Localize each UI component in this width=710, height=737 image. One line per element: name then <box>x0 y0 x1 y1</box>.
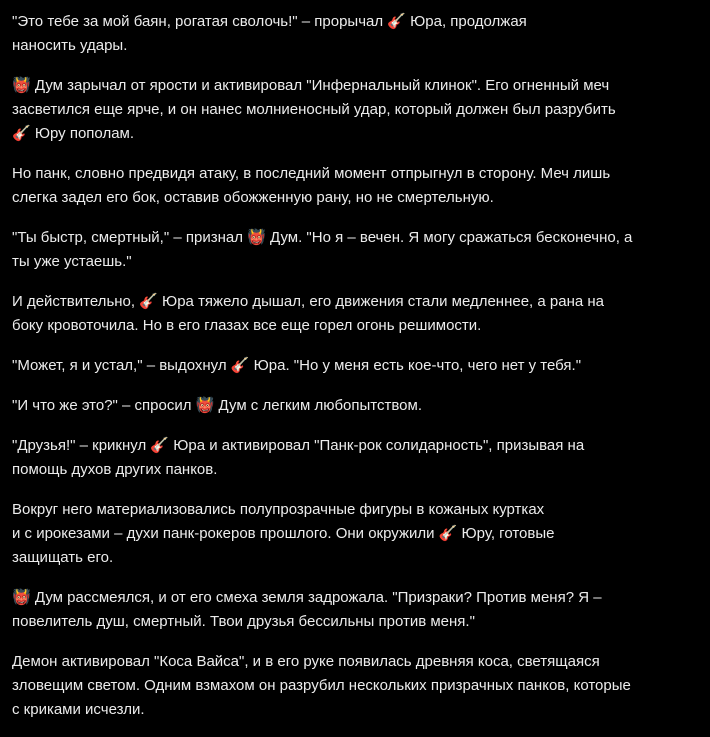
paragraph: "Ты быстр, смертный," – признал 👹 Дум. "Но я – вечен. Я могу сражаться бесконечно, а ты уже устаешь." <box>12 229 633 270</box>
paragraph: Демон активировал "Коса Вайса", и в его руке появилась древняя коса, светящаяся зловещим светом. Одним взмахом он разрубил нескольких призрачных панков, которые с криками исчезли. <box>12 653 631 718</box>
paragraph: 👹 Дум зарычал от ярости и активировал "Инфернальный клинок". Его огненный меч засветился еще ярче, и он нанес молниеносный удар, который должен был разрубить 🎸 Юру пополам. <box>12 77 616 142</box>
paragraph: 👹 Дум рассмеялся, и от его смеха земля задрожала. "Призраки? Против меня? Я – повелитель душ, смертный. Твои друзья бессильны против меня." <box>12 589 602 630</box>
paragraph: "Это тебе за мой баян, рогатая сволочь!" – прорычал 🎸 Юра, продолжая наносить удары. <box>12 13 527 54</box>
paragraph: Но панк, словно предвидя атаку, в последний момент отпрыгнул в сторону. Меч лишь слегка задел его бок, оставив обожженную рану, но не смертельную. <box>12 165 611 206</box>
paragraph: Вокруг него материализовались полупрозрачные фигуры в кожаных куртках и с ирокезами – духи панк-рокеров прошлого. Они окружили 🎸 Юру, готовые защищать его. <box>12 501 555 566</box>
paragraph: И действительно, 🎸 Юра тяжело дышал, его движения стали медленнее, а рана на боку кровоточила. Но в его глазах все еще горел огонь решимости. <box>12 293 605 334</box>
paragraph: "Друзья!" – крикнул 🎸 Юра и активировал "Панк-рок солидарность", призывая на помощь духов других панков. <box>12 437 585 478</box>
paragraph: "Может, я и устал," – выдохнул 🎸 Юра. "Но у меня есть кое-что, чего нет у тебя." <box>12 357 582 374</box>
paragraph: "И что же это?" – спросил 👹 Дум с легким любопытством. <box>12 397 422 414</box>
